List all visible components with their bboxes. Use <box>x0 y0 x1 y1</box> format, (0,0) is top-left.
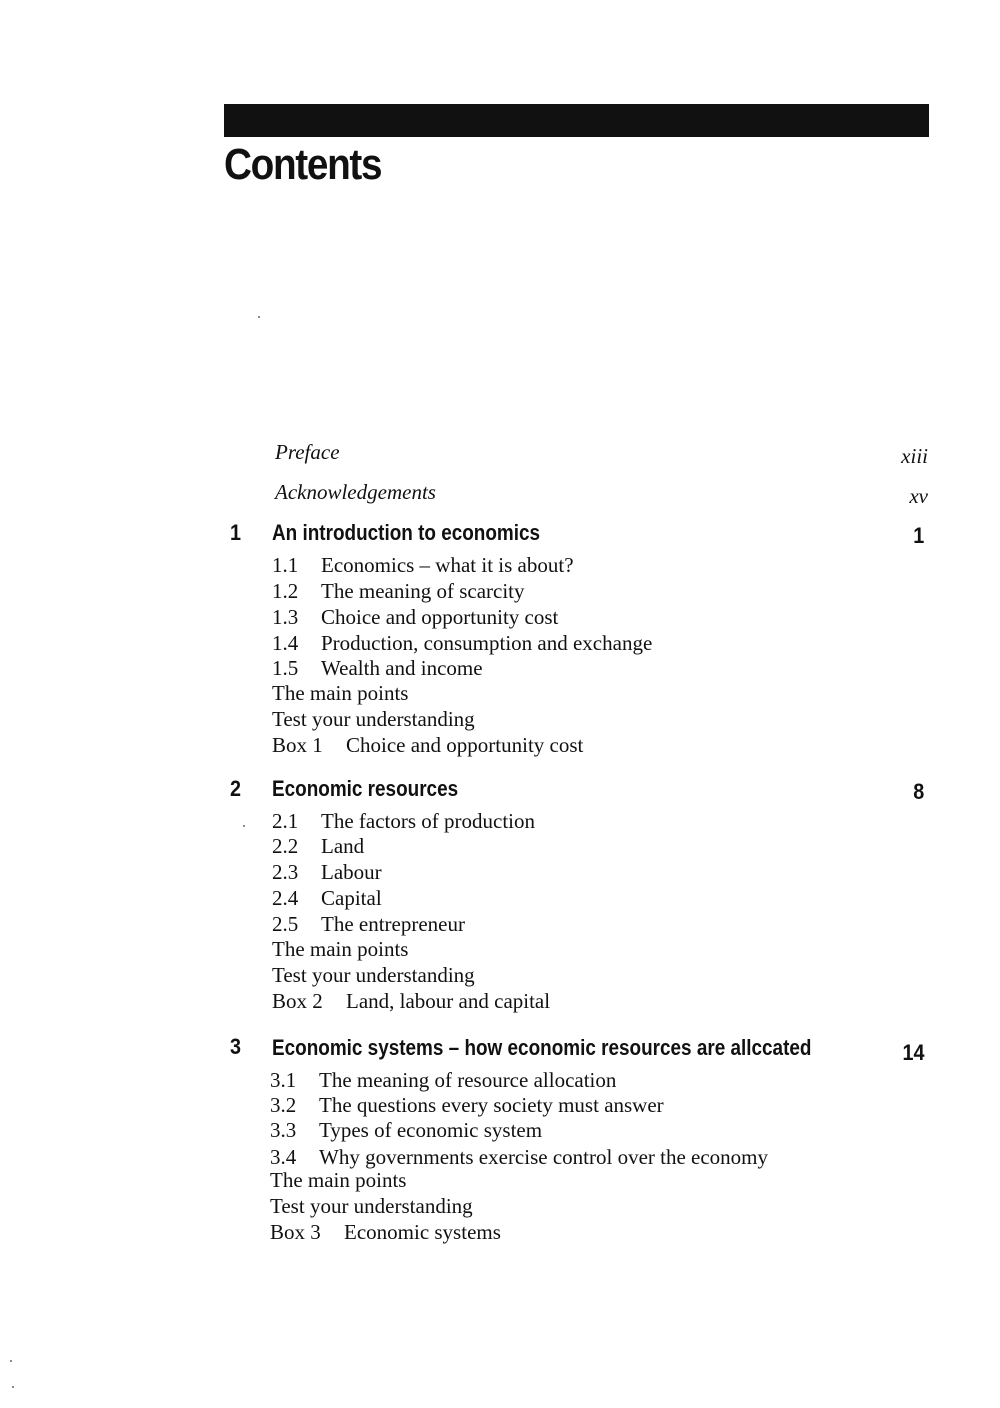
box-label: Box 1 <box>272 733 323 757</box>
section-title: Capital <box>321 886 382 910</box>
scan-speck <box>10 1360 12 1362</box>
chapter-2-title: Economic resources <box>272 776 459 801</box>
section-number: 3.2 <box>270 1093 297 1117</box>
section-title: The meaning of resource allocation <box>319 1068 617 1092</box>
section-title: The factors of production <box>321 809 536 833</box>
section-title: The questions every society must answer <box>319 1093 664 1117</box>
section-number: 1.3 <box>272 605 299 629</box>
section-title: Economics – what it is about? <box>321 553 574 577</box>
main-points-entry: The main points <box>272 681 409 705</box>
test-understanding-entry: Test your understanding <box>272 963 475 987</box>
chapter-1-page: 1 <box>912 523 924 548</box>
section-title: Types of economic system <box>319 1118 543 1142</box>
box-title: Economic systems <box>344 1220 501 1244</box>
section-title: Choice and opportunity cost <box>321 605 559 629</box>
section-number: 2.3 <box>272 860 299 884</box>
section-number: 1.4 <box>272 631 299 655</box>
toc-page-preface: xiii <box>901 444 928 468</box>
scan-speck <box>258 316 260 318</box>
toc-entry-preface: Preface <box>275 440 340 464</box>
chapter-1-title: An introduction to economics <box>272 520 541 545</box>
section-number: 3.4 <box>270 1145 297 1169</box>
section-number: 2.5 <box>272 912 299 936</box>
section-title: Wealth and income <box>321 656 483 680</box>
test-understanding-entry: Test your understanding <box>272 707 475 731</box>
section-number: 2.2 <box>272 834 299 858</box>
section-number: 3.1 <box>270 1068 297 1092</box>
chapter-3-title: Economic systems – how economic resources are allccated <box>272 1035 812 1060</box>
main-points-entry: The main points <box>272 937 409 961</box>
section-number: 3.3 <box>270 1118 297 1142</box>
main-points-entry: The main points <box>270 1168 407 1192</box>
section-title: The entrepreneur <box>321 912 465 936</box>
section-number: 1.1 <box>272 553 299 577</box>
section-number: 2.1 <box>272 809 299 833</box>
section-number: 2.4 <box>272 886 299 910</box>
chapter-3-number: 3 <box>230 1034 242 1059</box>
section-number: 1.5 <box>272 656 299 680</box>
test-understanding-entry: Test your understanding <box>270 1194 473 1218</box>
page-title: Contents <box>224 140 382 189</box>
section-title: Land <box>321 834 365 858</box>
scan-speck <box>12 1386 14 1388</box>
chapter-1-number: 1 <box>230 520 242 545</box>
toc-entry-acknowledgements: Acknowledgements <box>275 480 436 504</box>
box-title: Choice and opportunity cost <box>346 733 584 757</box>
section-number: 1.2 <box>272 579 299 603</box>
toc-page-acknowledgements: xv <box>909 484 928 508</box>
box-label: Box 2 <box>272 989 323 1013</box>
chapter-2-number: 2 <box>230 776 242 801</box>
section-title: Labour <box>321 860 382 884</box>
section-title: Production, consumption and exchange <box>321 631 653 655</box>
chapter-2-page: 8 <box>912 779 924 804</box>
section-title: The meaning of scarcity <box>321 579 525 603</box>
box-label: Box 3 <box>270 1220 321 1244</box>
scan-speck <box>243 825 245 827</box>
box-title: Land, labour and capital <box>346 989 551 1013</box>
chapter-3-page: 14 <box>901 1040 924 1065</box>
section-title: Why governments exercise control over the economy <box>319 1145 769 1169</box>
